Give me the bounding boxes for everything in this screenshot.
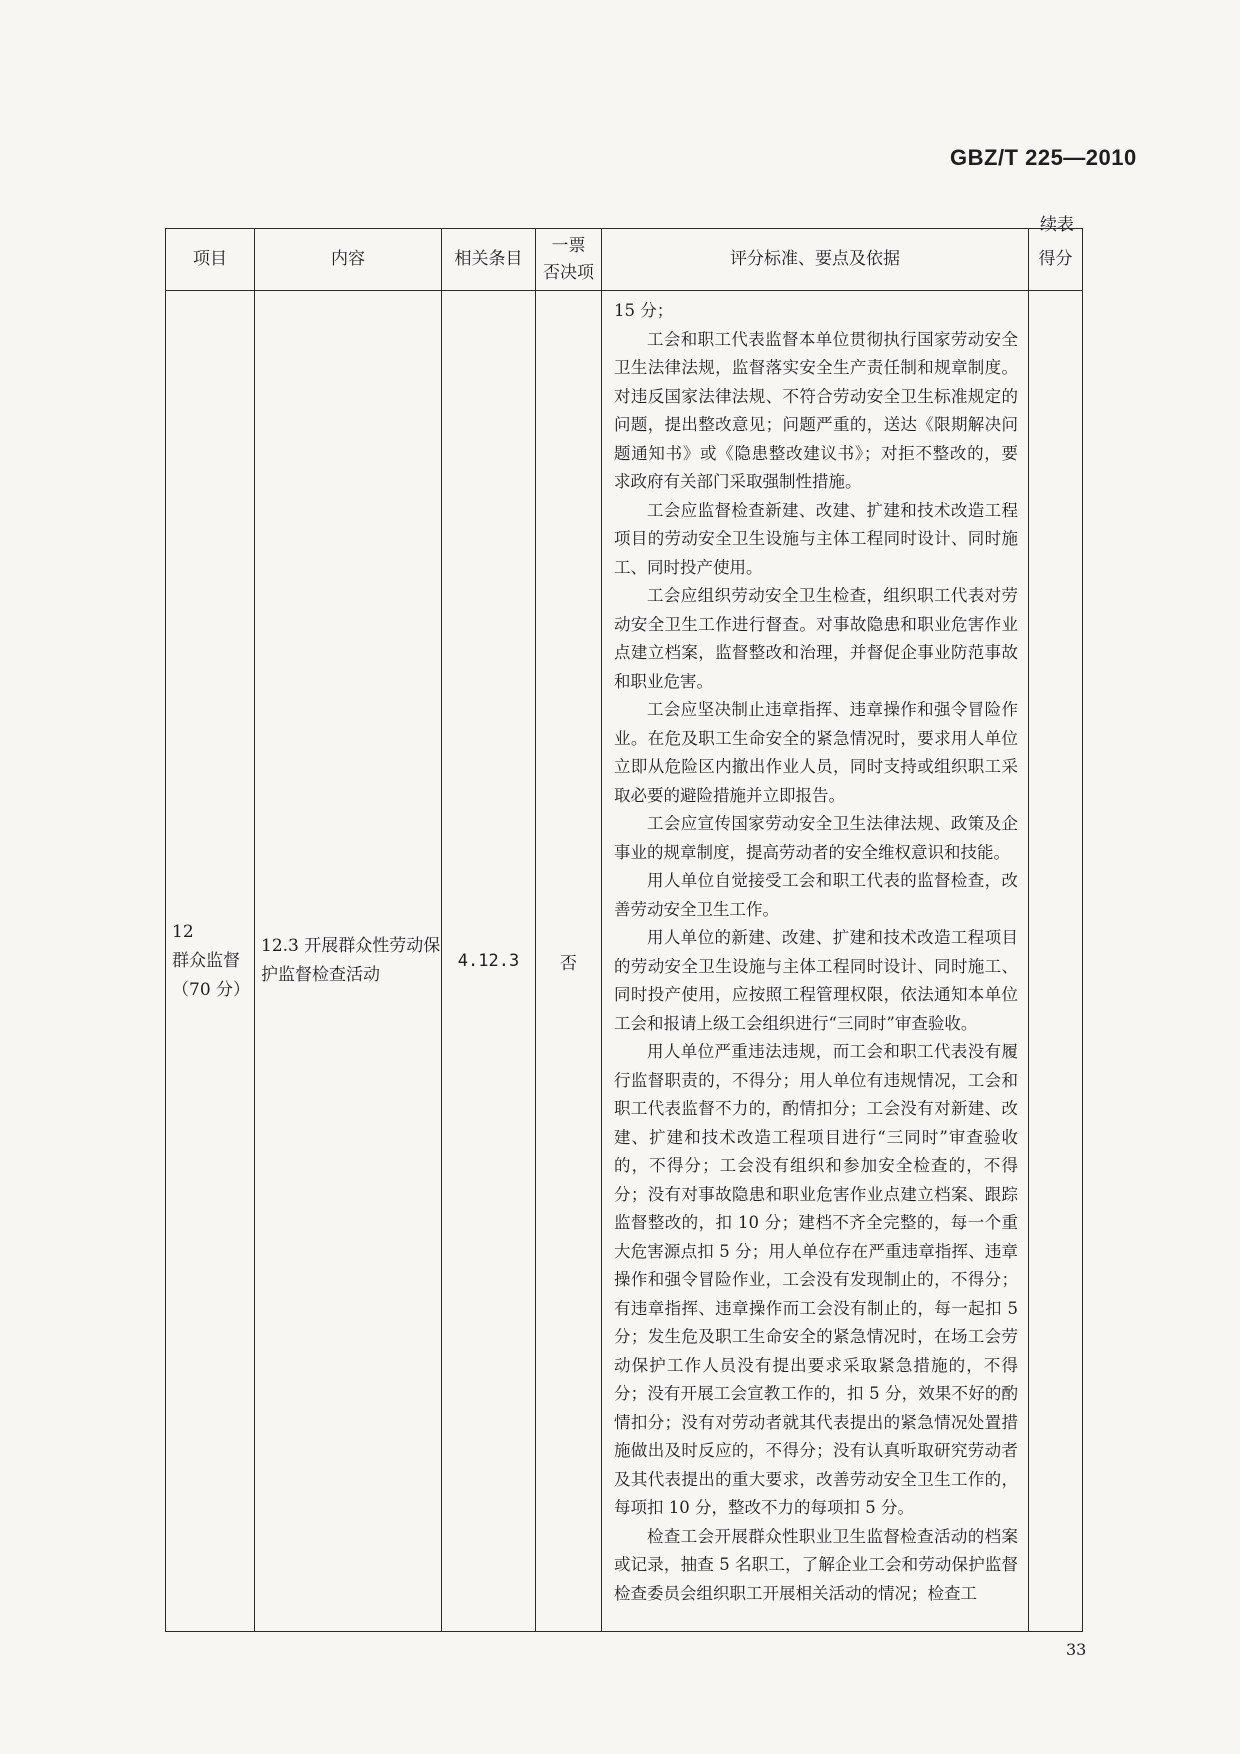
veto-cell: 否: [536, 291, 602, 1632]
col-header-veto: 一票 否决项: [536, 229, 602, 291]
content-cell: 12.3 开展群众性劳动保护监督检查活动: [255, 291, 442, 1632]
col-header-criteria: 评分标准、要点及依据: [602, 229, 1029, 291]
criteria-paragraph: 工会应组织劳动安全卫生检查，组织职工代表对劳动安全卫生工作进行督查。对事故隐患和职业危害作业点建立档案，监督整改和治理，并督促企事业防范事故和职业危害。: [614, 586, 1018, 691]
col-header-score: 得分: [1029, 229, 1083, 291]
col-header-content: 内容: [255, 229, 442, 291]
criteria-paragraph: 工会和职工代表监督本单位贯彻执行国家劳动安全卫生法律法规，监督落实安全生产责任制和规章制度。对违反国家法律法规、不符合劳动安全卫生标准规定的问题，提出整改意见；问题严重的，送达《限期解决问题通知书》或《隐患整改建议书》；对拒不整改的，要求政府有关部门采取强制性措施。: [614, 329, 1018, 491]
continued-label: 续表: [1040, 215, 1074, 235]
table-row: [166, 291, 1083, 1632]
clause-cell: 4.12.3: [442, 291, 536, 1632]
criteria-paragraph: 用人单位严重违法违规，而工会和职工代表没有履行监督职责的，不得分；用人单位有违规情况，工会和职工代表监督不力的，酌情扣分；工会没有对新建、改建、扩建和技术改造工程项目进行“三同时”审查验收的，不得分；工会没有组织和参加安全检查的，不得分；没有对事故隐患和职业危害作业点建立档案、跟踪监督整改的，扣 10 分；建档不齐全完整的，每一个重大危害源点扣 5 分；用人单位存在严重违章指挥、违章操作和强令冒险作业，工会没有发现制止的，不得分；有违章指挥、违章操作而工会没有制止的，每一起扣 5 分；发生危及职工生命安全的紧急情况时，在场工会劳动保护工作人员没有提出要求采取紧急措施的，不得分；没有开展工会宣教工作的，扣 5 分，效果不好的酌情扣分；没有对劳动者就其代表提出的紧急情况处置措施做出及时反应的，不得分；没有认真听取研究劳动者及其代表提出的重大要求，改善劳动安全卫生工作的，每项扣 10 分，整改不力的每项扣 5 分。: [614, 1042, 1018, 1517]
col-header-clause: 相关条目: [442, 229, 536, 291]
page-number: 33: [1066, 1640, 1087, 1659]
item-name: 群众监督: [172, 950, 240, 971]
col-header-item: 项目: [166, 229, 255, 291]
scoring-table: [165, 228, 1083, 1632]
criteria-paragraph: 工会应宣传国家劳动安全卫生法律法规、政策及企事业的规章制度，提高劳动者的安全维权意识和技能。: [614, 814, 1018, 862]
criteria-paragraph: 用人单位自觉接受工会和职工代表的监督检查，改善劳动安全卫生工作。: [614, 871, 1018, 919]
standard-code: GBZ/T 225—2010: [950, 145, 1137, 170]
criteria-cell: [602, 291, 1029, 1632]
criteria-paragraph: 工会应监督检查新建、改建、扩建和技术改造工程项目的劳动安全卫生设施与主体工程同时设计、同时施工、同时投产使用。: [614, 500, 1018, 577]
item-points: （70 分）: [172, 979, 251, 1000]
score-cell: [1029, 291, 1083, 1632]
criteria-paragraph: 检查工会开展群众性职业卫生监督检查活动的档案或记录，抽查 5 名职工，了解企业工会和劳动保护监督检查委员会组织职工开展相关活动的情况；检查工: [614, 1526, 1018, 1603]
criteria-paragraph: 15 分；: [614, 301, 674, 320]
criteria-paragraph: 用人单位的新建、改建、扩建和技术改造工程项目的劳动安全卫生设施与主体工程同时设计、同时施工、同时投产使用，应按照工程管理权限，依法通知本单位工会和报请上级工会组织进行“三同时”审查验收。: [614, 928, 1018, 1033]
item-number: 12: [172, 921, 194, 942]
criteria-paragraph: 工会应坚决制止违章指挥、违章操作和强令冒险作业。在危及职工生命安全的紧急情况时，要求用人单位立即从危险区内撤出作业人员，同时支持或组织职工采取必要的避险措施并立即报告。: [614, 700, 1018, 805]
item-cell: [166, 291, 255, 1632]
table-header-row: [166, 229, 1083, 291]
